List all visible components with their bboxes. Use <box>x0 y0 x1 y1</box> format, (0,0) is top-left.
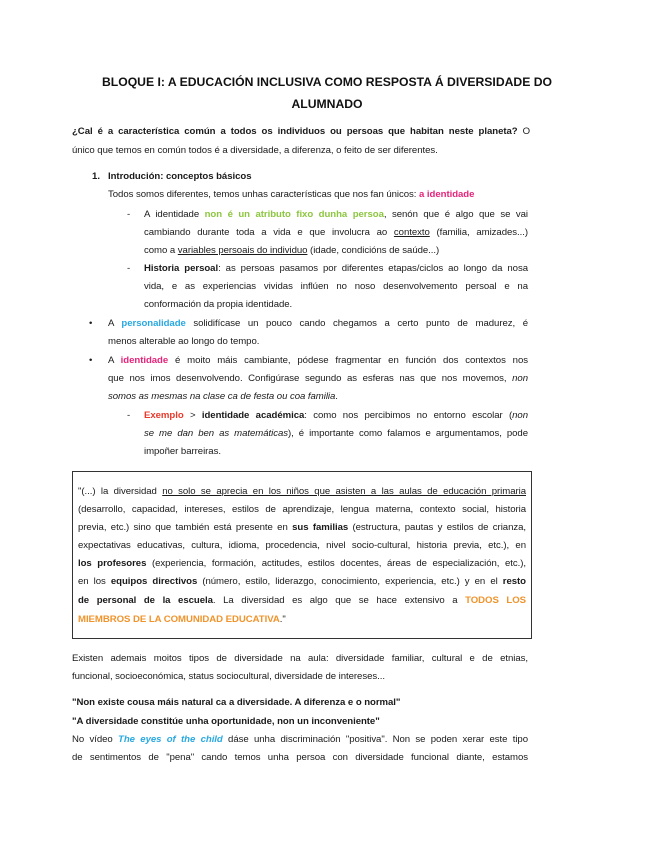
identity-highlight: a identidade <box>419 189 475 200</box>
school-staff-label: de personal de la escuela <box>78 595 213 606</box>
quote-l7-text: . La diversidad es algo que se hace extensivo a <box>212 595 466 606</box>
intro-question: ¿Cal é a característica común a todos os individuos ou persoas que habitan neste planeta? <box>72 126 518 137</box>
quote-line-3 <box>78 522 526 534</box>
sub1-l3-tail: (idade, condicións de saúde...) <box>307 245 440 256</box>
quote-line-7 <box>78 595 526 607</box>
sub2-line-3: conformación da propia identidade. <box>144 299 293 310</box>
community-highlight: MIEMBROS DE LA COMUNIDAD EDUCATIVA <box>78 614 280 625</box>
dash-marker: - <box>127 263 131 274</box>
bullet2-l2-italic: non <box>512 373 528 384</box>
quote-text-a: "(...) la diversidad <box>78 486 163 497</box>
intro-question-line <box>72 126 530 138</box>
section-heading: Introdución: conceptos básicos <box>108 171 252 182</box>
video-text-c: dáse unha discriminación "positiva". Non se poden xerar este tipo <box>222 734 528 745</box>
bullet2-line-3 <box>108 391 338 403</box>
management-label: equipos directivos <box>110 576 198 587</box>
quote-end: ." <box>279 614 286 625</box>
sub1-highlight: non é un atributo fixo dunha persoa <box>204 209 384 220</box>
bullet-marker: • <box>89 355 93 366</box>
video-text-a: No vídeo <box>72 734 119 745</box>
sub1-l2-tail: (familia, amizades...) <box>429 227 529 238</box>
personal-variables-underlined: variables persoais do individuo <box>177 245 308 256</box>
bullet2-l3-tail: . <box>335 391 338 402</box>
section-number: 1. <box>92 171 101 182</box>
bullet2-line-1 <box>108 355 528 367</box>
quote-l5-text: (experiencia, formación, actitudes, estilos docentes, áreas de especialización, etc.), <box>146 558 527 569</box>
quote-opportunity: "A diversidade constitúe unha oportunidade, non un inconveniente" <box>72 716 380 727</box>
video-line-1 <box>72 734 528 746</box>
bullet-marker: • <box>89 318 93 329</box>
quote-line-8 <box>78 614 286 626</box>
quote-l6-mid: (número, estilo, liderazgo, conocimiento, experiencia, etc.) y en el <box>197 576 503 587</box>
quote-l3-text: previa, etc.) sino que también está presente en <box>78 522 293 533</box>
bullet2-line-2 <box>108 373 528 385</box>
video-title: The eyes of the child <box>118 734 223 745</box>
context-underlined: contexto <box>393 227 430 238</box>
quote-line-2: (desarrollo, capacidad, intereses, estilos de aprendizaje, lengua materna, contexto social, historia <box>78 504 526 515</box>
sub1-line-3 <box>144 245 439 257</box>
bullet1-text-a: A <box>108 318 122 329</box>
video-line-2: de sentimentos de "pena" cando temos unha persoa con diversidade funcional diante, estamos <box>72 752 528 763</box>
personality-highlight: personalidade <box>121 318 186 329</box>
intro-question-tail: O <box>517 126 531 137</box>
example-line-2 <box>144 428 528 440</box>
bullet1-line-2: menos alterable ao longo do tempo. <box>108 336 260 347</box>
sub2-line-2: vida, e as experiencias vividas inflúen no noso desenvolvemento persoal e na <box>144 281 528 292</box>
sub2-line-1 <box>144 263 528 275</box>
quote-line-5 <box>78 558 526 570</box>
example-text: : como nos percibimos no entorno escolar ( <box>304 410 513 421</box>
sub1-text-c: , senón que é algo que se vai <box>383 209 528 220</box>
quote-line-1 <box>78 486 526 498</box>
teachers-label: los profesores <box>78 558 147 569</box>
all-members-highlight: TODOS LOS <box>465 595 526 606</box>
bullet2-text-c: é moito máis cambiante, pódese fragmentar en función dos contextos nos <box>168 355 528 366</box>
example-l2-italic: se me dan ben as matemáticas <box>144 428 288 439</box>
example-italic: non <box>512 410 528 421</box>
sub1-l3-text: como a <box>144 245 178 256</box>
diversity-types-line-2: funcional, socioeconómica, status sociocultural, diversidade de intereses... <box>72 671 385 682</box>
bullet2-text-a: A <box>108 355 121 366</box>
dash-marker: - <box>127 209 131 220</box>
sub1-line-1 <box>144 209 528 221</box>
bullet1-line-1 <box>108 318 528 330</box>
academic-identity-label: identidade académica <box>201 410 305 421</box>
intro-answer: único que temos en común todos é a diversidade, a diferenza, o feito de ser diferentes. <box>72 145 438 156</box>
rest-label: resto <box>502 576 526 587</box>
sub1-text-a: A identidade <box>144 209 205 220</box>
example-line-3: impoñer barreiras. <box>144 446 221 457</box>
personal-history-label: Historia persoal <box>144 263 219 274</box>
bullet1-text-c: solidifícase un pouco cando chegamos a certo punto de madurez, é <box>185 318 528 329</box>
example-arrow: > <box>183 410 202 421</box>
quote-l3-tail: (estructura, pautas y estilos de crianza, <box>348 522 526 533</box>
quote-line-6 <box>78 576 526 588</box>
sub1-l2-text: cambiando durante toda a vida e que involucra ao <box>144 227 394 238</box>
example-l2-text: ), é importante como falamos e argumentamos, pode <box>287 428 528 439</box>
bullet2-l2-text: que nos imos desenvolvendo. Configúrase segundo as esferas nas que nos movemos, <box>108 373 513 384</box>
diversity-types-line-1: Existen ademais moitos tipos de diversidade na aula: diversidade familiar, cultural e de etnias, <box>72 653 528 664</box>
bullet2-l3-italic: somos as mesmas na clase ca de festa ou coa familia <box>108 391 336 402</box>
quote-line-4: expectativas educativas, cultura, idioma, procedencia, nivel socio-cultural, historia previa, etc.), en <box>78 540 526 551</box>
page-title <box>72 71 582 115</box>
families-label: sus familias <box>292 522 349 533</box>
title-line-1: BLOQUE I: A EDUCACIÓN INCLUSIVA COMO RESPOSTA Á DIVERSIDADE DO <box>101 75 553 89</box>
example-label: Exemplo <box>144 410 184 421</box>
identity-highlight-2: identidade <box>120 355 169 366</box>
sub1-line-2 <box>144 227 528 239</box>
dash-marker: - <box>127 410 131 421</box>
example-line-1 <box>144 410 528 422</box>
quote-l6-text: en los <box>78 576 111 587</box>
section-lead <box>108 189 474 201</box>
quote-underlined: no solo se aprecia en los niños que asisten a las aulas de educación primaria <box>162 486 526 497</box>
section-lead-text: Todos somos diferentes, temos unhas características que nos fan únicos: <box>108 189 420 200</box>
title-line-2: ALUMNADO <box>291 97 363 111</box>
sub2-text: : as persoas pasamos por diferentes etapas/ciclos ao longo da nosa <box>218 263 528 274</box>
quote-natural: "Non existe cousa máis natural ca a diversidade. A diferenza e o normal" <box>72 697 401 708</box>
